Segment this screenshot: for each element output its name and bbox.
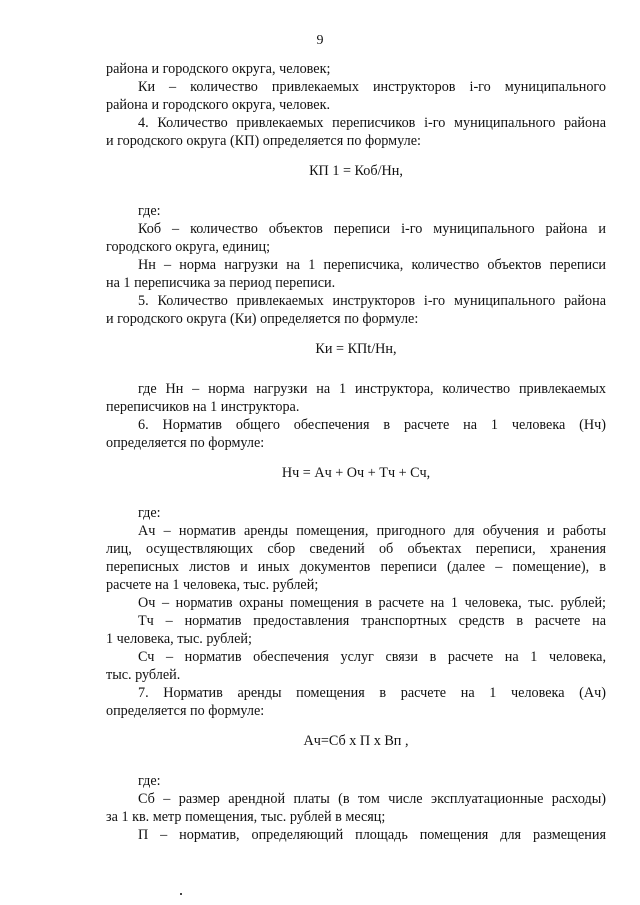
text-line: Тч – норматив предоставления транспортных средств в расчете на [138, 613, 606, 629]
text-line: 4. Количество привлекаемых переписчиков і-го муниципального района [138, 115, 606, 131]
text-line: определяется по формуле: [106, 435, 265, 451]
text-line: П – норматив, определяющий площадь помещения для размещения [138, 827, 606, 843]
text-line: Коб – количество объектов переписи і-го муниципального района и [138, 221, 606, 237]
formula-ki: Ки = КПt/Нн, [315, 341, 397, 357]
text-line: Ач – норматив аренды помещения, пригодного для обучения и работы [138, 523, 606, 539]
text-line: где: [138, 203, 161, 219]
page-number: 9 [316, 33, 324, 48]
document-body [106, 60, 606, 844]
formula-nch: Нч = Ач + Оч + Тч + Сч, [281, 465, 431, 481]
text-line: и городского округа (КП) определяется по формуле: [106, 133, 421, 149]
text-line: 6. Норматив общего обеспечения в расчете на 1 человека (Нч) [138, 417, 606, 433]
text-line: Сб – размер арендной платы (в том числе эксплуатационные расходы) [138, 791, 606, 807]
text-line: переписчиков на 1 инструктора. [106, 399, 300, 415]
text-line: и городского округа (Ки) определяется по формуле: [106, 311, 419, 327]
text-line: Ки – количество привлекаемых инструкторов і-го муниципального [138, 79, 606, 95]
text-line: Оч – норматив охраны помещения в расчете на 1 человека, тыс. рублей; [138, 595, 606, 611]
text-line: за 1 кв. метр помещения, тыс. рублей в месяц; [106, 809, 386, 825]
text-line: района и городского округа, человек; [106, 61, 331, 77]
formula-ach: Ач=Сб x П x Вп , [303, 733, 409, 749]
text-line: определяется по формуле: [106, 703, 265, 719]
text-line: Нн – норма нагрузки на 1 переписчика, количество объектов переписи [138, 257, 606, 273]
text-line: где: [138, 773, 161, 789]
formula-kp: КП 1 = Коб/Нн, [309, 163, 403, 179]
text-line: где Нн – норма нагрузки на 1 инструктора, количество привлекаемых [138, 381, 606, 397]
text-line: расчете на 1 человека, тыс. рублей; [106, 577, 319, 593]
text-line: района и городского округа, человек. [106, 97, 331, 113]
text-line: где: [138, 505, 161, 521]
text-line: переписных листов и иных документов переписи (далее – помещение), в [106, 559, 606, 575]
text-line: Сч – норматив обеспечения услуг связи в расчете на 1 человека, [138, 649, 606, 665]
text-line: 1 человека, тыс. рублей; [106, 631, 252, 647]
text-line: 5. Количество привлекаемых инструкторов і-го муниципального района [138, 293, 606, 309]
scan-speck [180, 893, 182, 895]
text-line: тыс. рублей. [106, 667, 181, 683]
text-line: лиц, осуществляющих сбор сведений об объектах переписи, хранения [106, 541, 606, 557]
text-line: 7. Норматив аренды помещения в расчете на 1 человека (Ач) [138, 685, 606, 701]
text-line: на 1 переписчика за период переписи. [106, 275, 336, 291]
text-line: городского округа, единиц; [106, 239, 271, 255]
